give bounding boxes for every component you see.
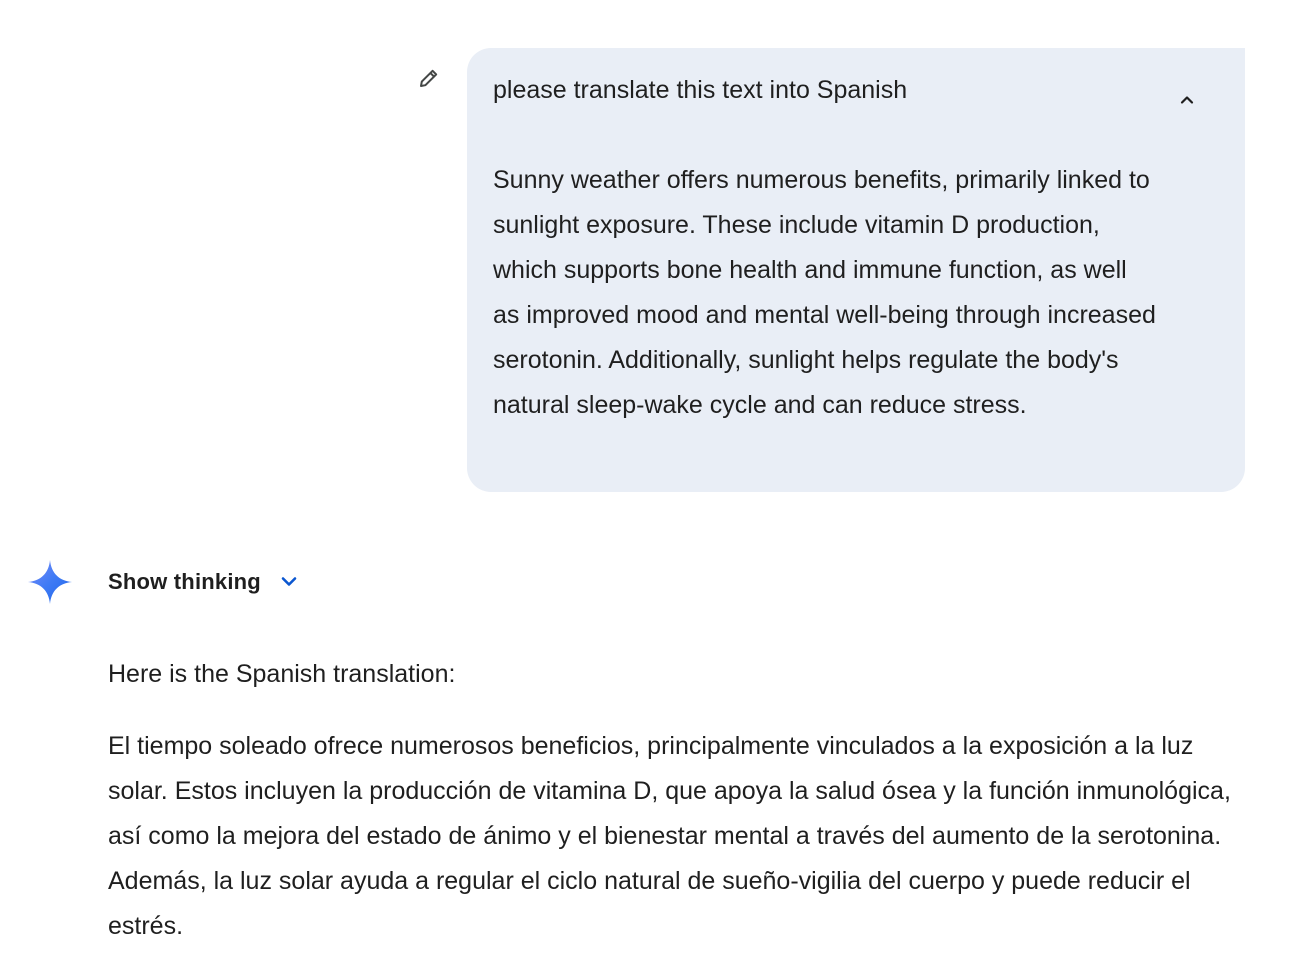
chevron-up-icon [1178, 91, 1196, 109]
show-thinking-label: Show thinking [108, 569, 261, 594]
sparkle-icon [26, 558, 74, 606]
pencil-icon [417, 66, 441, 90]
prompt-body: Sunny weather offers numerous benefits, primarily linked to sunlight exposure. These include vitamin D production, which supports bone health and immune function, as well as improved mood and mental well-being through increased serotonin. Additionally, sunlight helps regulate the body's natural sleep-wake cycle and can reduce stress. [493, 166, 1156, 419]
show-thinking-toggle[interactable] [108, 562, 299, 602]
user-prompt-bubble [467, 48, 1245, 492]
assistant-avatar [26, 558, 74, 606]
prompt-title: please translate this text into Spanish [493, 76, 908, 104]
edit-prompt-button[interactable] [414, 63, 444, 93]
chevron-down-icon [279, 572, 299, 592]
response-body: El tiempo soleado ofrece numerosos beneficios, principalmente vinculados a la exposición a la luz solar. Estos incluyen la producción de vitamina D, que apoya la salud ósea y la función inmunológica, así como la mejora del estado de ánimo y el bienestar mental a través del aumento de la serotonina. Además, la luz solar ayuda a regular el ciclo natural de sueño-vigilia del cuerpo y puede reducir el estrés. [108, 732, 1231, 940]
response-intro: Here is the Spanish translation: [108, 660, 456, 688]
collapse-prompt-button[interactable] [1171, 84, 1203, 116]
